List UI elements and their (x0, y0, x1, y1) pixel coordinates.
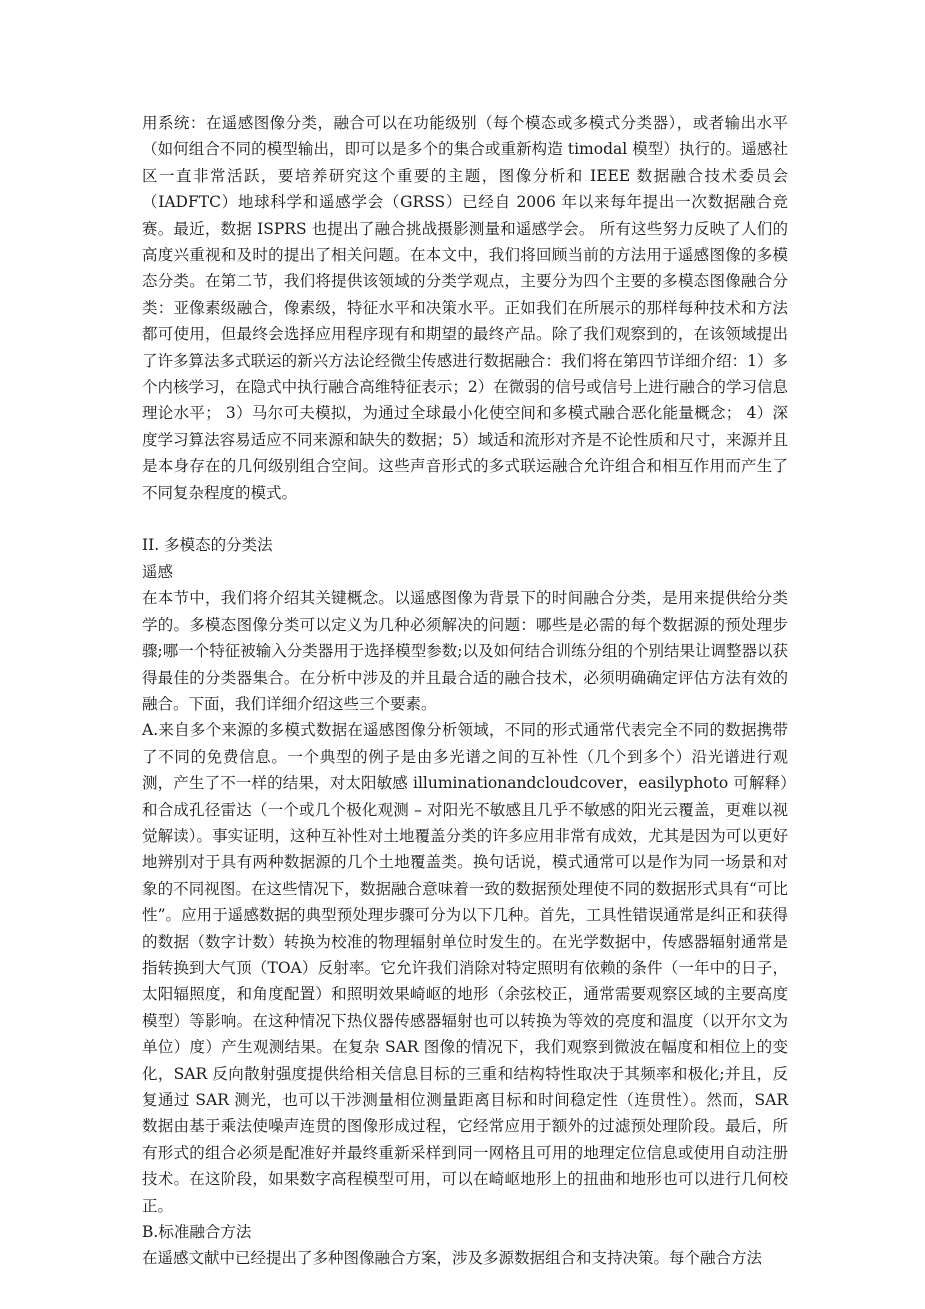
paragraph-spacer (142, 506, 788, 532)
section-heading: II. 多模态的分类法 (142, 536, 273, 555)
section-subtitle: 遥感 (142, 562, 174, 581)
subsection-a-paragraph: A.来自多个来源的多模式数据在遥感图像分析领域，不同的形式通常代表完全不同的数据携带了不同的免费信息。一个典型的例子是由多光谱之间的互补性（几个到多个）沿光谱进行观测，产生了不一样的结果，对太阳敏感 illuminationandcloudcover，easilyphoto 可解释）和合成孔径雷达（一个或几个极化观测 – 对阳光不敏感且几乎不敏感的阳光云覆盖，更难以视觉解读）。事实证明，这种互补性对土地覆盖分类的许多应用非常有成效，尤其是因为可以更好地辨别对于具有两种数据源的几个土地覆盖类。换句话说，模式通常可以是作为同一场景和对象的不同视图。在这些情况下，数据融合意味着一致的数据预处理使不同的数据形式具有“可比性”。应用于遥感数据的典型预处理步骤可分为以下几种。首先，工具性错误通常是纠正和获得的数据（数字计数）转换为校准的物理辐射单位时发生的。在光学数据中，传感器辐射通常是指转换到大气顶（TOA）反射率。它允许我们消除对特定照明有依赖的条件（一年中的日子，太阳辐照度，和角度配置）和照明效果崎岖的地形（余弦校正，通常需要观察区域的主要高度模型）等影响。在这种情况下热仪器传感器辐射也可以转换为等效的亮度和温度（以开尔文为单位）度）产生观测结果。在复杂 SAR 图像的情况下，我们观察到微波在幅度和相位上的变化，SAR 反向散射强度提供给相关信息目标的三重和结构特性取决于其频率和极化;并且，反复通过 SAR 测光，也可以干涉测量相位测量距离目标和时间稳定性（连贯性）。然而，SAR 数据由基于乘法使噪声连贯的图像形成过程，它经常应用于额外的过滤预处理阶段。最后，所有形式的组合必须是配准好并最终重新采样到同一网格且可用的地理定位信息或使用自动注册技术。在这阶段，如果数字高程模型可用，可以在崎岖地形上的扭曲和地形也可以进行几何校正。 (142, 721, 788, 1215)
section-intro-paragraph: 在本节中，我们将介绍其关键概念。以遥感图像为背景下的时间融合分类，是用来提供给分类学的。多模态图像分类可以定义为几种必须解决的问题：哪些是必需的每个数据源的预处理步骤;哪一个特征被输入分类器用于选择模型参数;以及如何结合训练分组的个别结果让调整器以获得最佳的分类器集合。在分析中涉及的并且最合适的融合技术，必须明确确定评估方法有效的融合。下面，我们详细介绍这些三个要素。 (142, 589, 788, 713)
intro-paragraph: 用系统：在遥感图像分类，融合可以在功能级别（每个模态或多模式分类器），或者输出水平（如何组合不同的模型输出，即可以是多个的集合或重新构造 timodal 模型）执行的。遥感社区一直非常活跃，要培养研究这个重要的主题，图像分析和 IEEE 数据融合技术委员会（IADFTC）地球科学和遥感学会（GRSS）已经自 2006 年以来每年提出一次数据融合竞赛。最近，数据 ISPRS 也提出了融合挑战摄影测量和遥感学会。 所有这些努力反映了人们的高度兴重视和及时的提出了相关问题。在本文中，我们将回顾当前的方法用于遥感图像的多模态分类。在第二节，我们将提供该领域的分类学观点，主要分为四个主要的多模态图像融合分类：亚像素级融合，像素级，特征水平和决策水平。正如我们在所展示的那样每种技术和方法都可使用，但最终会选择应用程序现有和期望的最终产品。除了我们观察到的，在该领域提出了许多算法多式联运的新兴方法论经微尘传感进行数据融合：我们将在第四节详细介绍：1）多个内核学习，在隐式中执行融合高维特征表示；2）在微弱的信号或信号上进行融合的学习信息理论水平； 3）马尔可夫模拟，为通过全球最小化使空间和多模式融合恶化能量概念； 4）深度学习算法容易适应不同来源和缺失的数据；5）域适和流形对齐是不论性质和尺寸，来源并且是本身存在的几何级别组合空间。这些声音形式的多式联运融合允许组合和相互作用而产生了不同复杂程度的模式。 (142, 114, 788, 502)
document-page (142, 110, 788, 1272)
subsection-b-paragraph: 在遥感文献中已经提出了多种图像融合方案，涉及多源数据组合和支持决策。每个融合方法 (142, 1249, 763, 1268)
subsection-b-heading: B.标准融合方法 (142, 1223, 252, 1242)
